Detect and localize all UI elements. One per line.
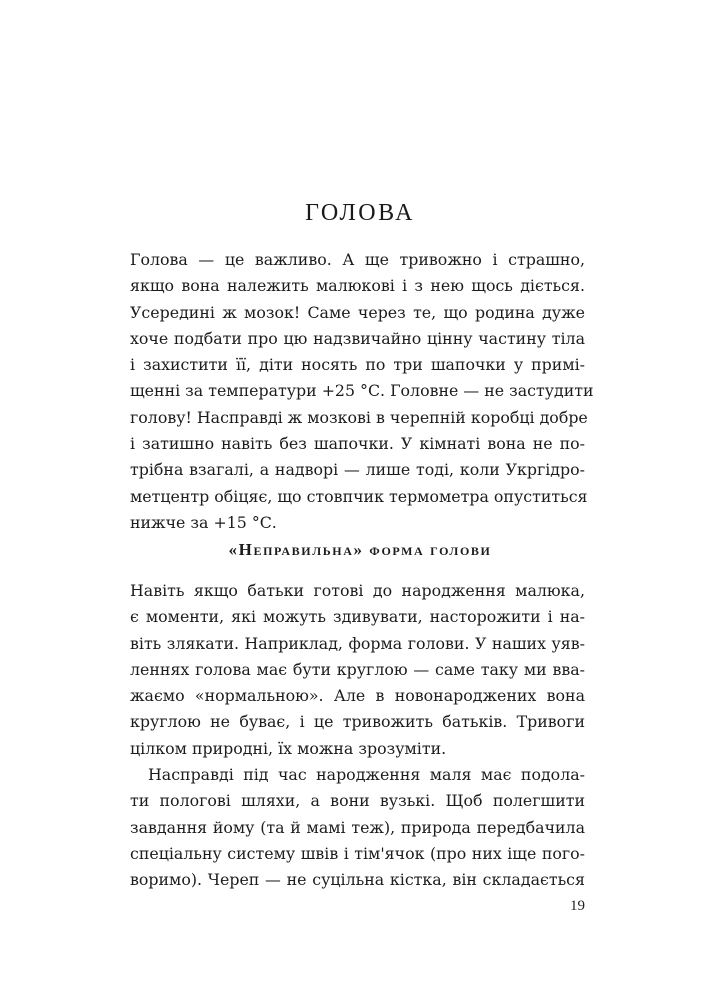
text-line: Навіть якщо батьки готові до народження малюка, [130, 581, 585, 600]
section-paragraph-2 [130, 762, 585, 893]
text-line: трібна взагалі, а надворі — лише тоді, коли Укргідро- [130, 460, 585, 480]
text-line: метцентр обіцяє, що стовпчик термометра опуститься [130, 486, 588, 506]
text-line: хоче подбати про цю надзвичайно цінну частину тіла [130, 328, 585, 348]
text-line: щенні за температури +25 °С. Головне — не застудити [130, 381, 594, 401]
text-line: нижче за +15 °С. [130, 512, 277, 532]
text-line: Голова — це важливо. А ще тривожно і страшно, [130, 250, 585, 269]
section-paragraph-1 [130, 578, 585, 762]
text-line: спеціальну систему швів і тім'ячок (про них іще пого- [130, 843, 585, 863]
text-line: є моменти, які можуть здивувати, насторожити і на- [130, 607, 585, 627]
text-line: і захистити її, діти носять по три шапочки у примі- [130, 355, 585, 375]
text-line: завдання йому (та й мамі теж), природа передбачила [130, 817, 585, 837]
text-line: і затишно навіть без шапочки. У кімнаті вона не по- [130, 434, 585, 454]
chapter-title: ГОЛОВА [305, 200, 415, 226]
text-line: леннях голова має бути круглою — саме таку ми вва- [130, 659, 585, 679]
text-line: Усередині ж мозок! Саме через те, що родина дуже [130, 302, 585, 322]
text-line: воримо). Череп — не суцільна кістка, він складається [130, 870, 585, 890]
text-line: віть злякати. Наприклад, форма голови. У наших уяв- [130, 633, 585, 653]
chapter-paragraph [130, 247, 594, 536]
text-line: круглою не буває, і це тривожить батьків. Тривоги [130, 712, 585, 732]
text-line: жаємо «нормальною». Але в новонароджених вона [130, 686, 585, 706]
text-line: Насправді під час народження маля має подола- [148, 765, 585, 784]
text-line: голову! Насправді ж мозкові в черепній коробці добре [130, 407, 588, 427]
text-line: ти пологові шляхи, а вони вузькі. Щоб полегшити [130, 791, 585, 811]
page-number: 19 [570, 898, 585, 914]
text-line: цілком природні, їх можна зрозуміти. [130, 738, 447, 758]
section-heading: «Неправильна» форма голови [228, 540, 492, 559]
text-line: якщо вона належить малюкові і з нею щось діється. [130, 276, 585, 296]
